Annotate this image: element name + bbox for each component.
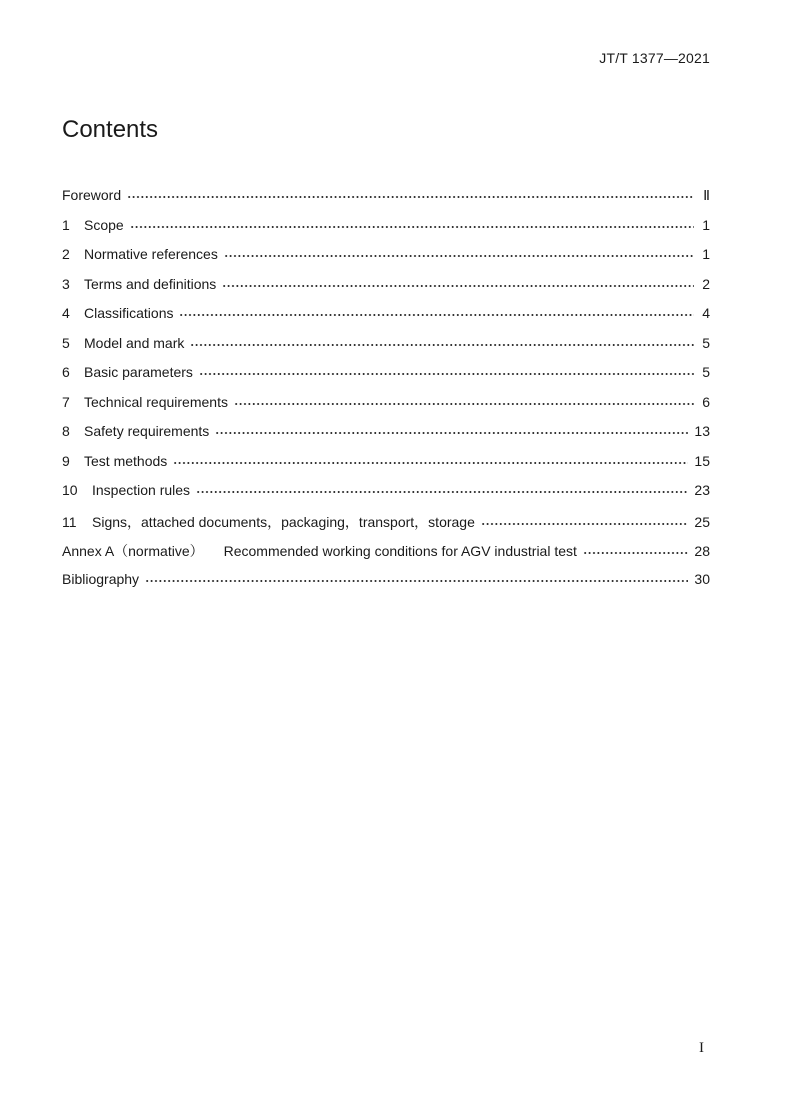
- toc-label: Basic parameters: [84, 364, 193, 380]
- table-of-contents: [62, 187, 710, 600]
- toc-entry-bibliography[interactable]: [62, 571, 710, 601]
- dot-leader: [583, 550, 689, 556]
- page-number: I: [699, 1040, 704, 1056]
- toc-entry-technical-requirements[interactable]: [62, 394, 710, 424]
- toc-page: 23: [694, 482, 710, 498]
- toc-number: 7: [62, 393, 70, 410]
- dot-leader: [481, 521, 689, 527]
- toc-label: Technical requirements: [84, 393, 228, 410]
- toc-label: Test methods: [84, 452, 168, 469]
- toc-page: 5: [702, 334, 710, 351]
- dot-leader: [130, 224, 694, 230]
- dot-leader: [173, 460, 688, 466]
- toc-number: 6: [62, 364, 70, 380]
- toc-annex-label: Annex A（normative）: [62, 543, 204, 559]
- toc-number: 9: [62, 452, 70, 469]
- toc-label: Bibliography: [62, 570, 140, 587]
- dot-leader: [145, 578, 688, 584]
- page-title: Contents: [62, 116, 159, 143]
- toc-entry-classifications[interactable]: [62, 305, 710, 335]
- toc-page: 15: [694, 452, 710, 469]
- toc-label: Inspection rules: [92, 482, 191, 498]
- toc-entry-foreword[interactable]: [62, 187, 710, 217]
- document-code: JT/T 1377—2021: [599, 50, 710, 66]
- toc-number: 10: [62, 482, 78, 498]
- toc-entry-terms-and-definitions[interactable]: [62, 276, 710, 306]
- toc-label: Recommended working conditions for AGV industrial test: [223, 543, 577, 559]
- toc-entry-test-methods[interactable]: [62, 453, 710, 483]
- toc-number: 5: [62, 334, 70, 351]
- toc-entry-inspection-rules[interactable]: [62, 482, 710, 512]
- toc-page: 25: [694, 513, 710, 530]
- toc-number: 2: [62, 246, 70, 262]
- toc-label: Foreword: [62, 187, 122, 203]
- toc-page: 30: [694, 570, 710, 587]
- toc-entry-model-and-mark[interactable]: [62, 335, 710, 365]
- toc-entry-basic-parameters[interactable]: [62, 364, 710, 394]
- toc-label: Terms and definitions: [84, 275, 217, 292]
- dot-leader: [234, 401, 694, 407]
- dot-leader: [215, 430, 688, 436]
- toc-number: 1: [62, 216, 70, 233]
- toc-entry-normative-references[interactable]: [62, 246, 710, 276]
- toc-label: Classifications: [84, 305, 174, 321]
- toc-number: 3: [62, 275, 70, 292]
- toc-entry-signs-documents-packaging[interactable]: [62, 512, 710, 542]
- toc-page: 5: [702, 364, 710, 380]
- toc-number: 8: [62, 423, 70, 439]
- toc-page: 2: [702, 275, 710, 292]
- dot-leader: [224, 253, 694, 259]
- toc-page: 1: [702, 216, 710, 233]
- toc-entry-scope[interactable]: [62, 217, 710, 247]
- dot-leader: [127, 194, 694, 200]
- toc-page: 1: [702, 246, 710, 262]
- dot-leader: [179, 312, 694, 318]
- dot-leader: [190, 342, 694, 348]
- toc-label: Model and mark: [84, 334, 185, 351]
- dot-leader: [196, 489, 688, 495]
- toc-page: 6: [702, 393, 710, 410]
- toc-label: Scope: [84, 216, 124, 233]
- toc-page: Ⅱ: [703, 189, 710, 204]
- toc-entry-annex-a[interactable]: [62, 541, 710, 571]
- toc-page: 4: [702, 305, 710, 321]
- toc-entry-safety-requirements[interactable]: [62, 423, 710, 453]
- toc-page: 13: [694, 423, 710, 439]
- dot-leader: [199, 371, 694, 377]
- dot-leader: [222, 283, 694, 289]
- toc-number: 11: [62, 513, 77, 530]
- toc-label: Safety requirements: [84, 423, 210, 439]
- toc-label: Signs，attached documents，packaging，transport，storage: [92, 513, 475, 530]
- toc-number: 4: [62, 305, 70, 321]
- toc-page: 28: [694, 543, 710, 559]
- toc-label: Normative references: [84, 246, 218, 262]
